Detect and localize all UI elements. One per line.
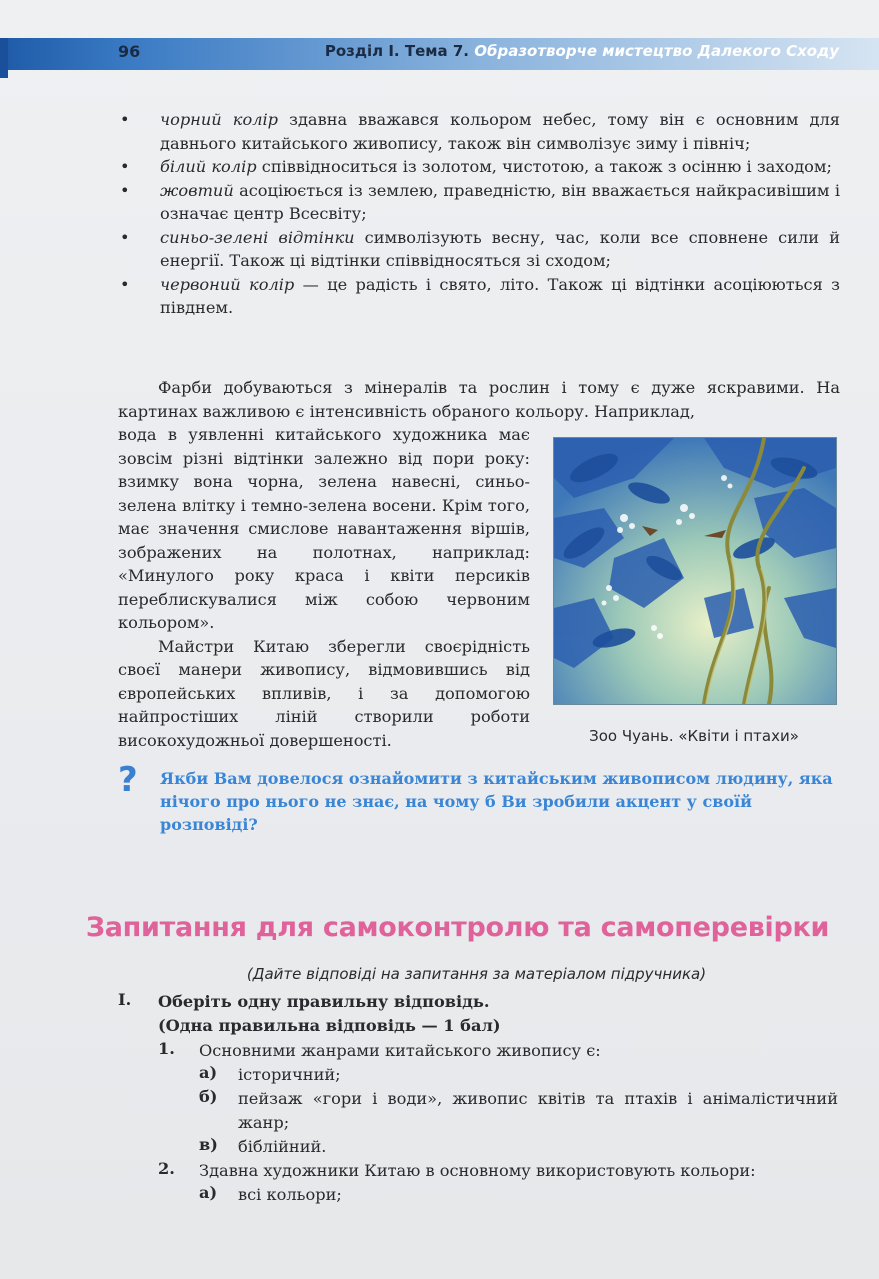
paragraph-masters: Майстри Китаю зберегли своєрідність своєї манери живопису, відмовившись від європейських впливів, і за допомогою найпростіших ліній створили роботи високохудожньої довершеності.: [118, 636, 530, 750]
page-number: 96: [118, 42, 141, 61]
section-title: Запитання для самоконтролю та самоперевірки: [85, 912, 830, 943]
question-text: Здавна художники Китаю в основному використовують кольори:: [199, 1161, 756, 1180]
paragraph-paints: Фарби добуваються з мінералів та рослин і тому є дуже яскравими. На картинах важливою є інтенсивність обраного кольору. Наприклад,: [118, 378, 840, 421]
paragraph-water: вода в уявленні китайського художника має зовсім різні відтінки залежно від пори року: взимку вона чорна, зелена навесні, синьо-зелена влітку і темно-зелена восени. Крім того, має значення смислове навантаження віршів, зображених на полотнах, наприклад: «Минулого року краса і квіти персиків переблискувалися між собою червоним кольором».: [118, 425, 530, 632]
list-item: • чорний колір здавна вважався кольором небес, тому він є основним для давнього китайського живопису, також він символізує зиму і північ;: [120, 110, 840, 153]
running-header: [325, 42, 839, 60]
question-number: 2.: [158, 1159, 175, 1178]
option-text: історичний;: [238, 1065, 341, 1084]
list-item: • жовтий асоціюється із землею, праведністю, він вважається найкрасивішим і означає центр Всесвіту;: [120, 180, 840, 223]
bullet-icon: •: [120, 274, 130, 294]
header-topic: Образотворче мистецтво Далекого Сходу: [474, 42, 839, 60]
option-label: б): [199, 1087, 218, 1106]
bullet-icon: •: [120, 227, 130, 247]
task-points: (Одна правильна відповідь — 1 бал): [158, 1016, 501, 1035]
question-mark-icon: ?: [118, 760, 138, 800]
painting-flowers-and-birds: [553, 437, 837, 705]
header-section: Розділ І. Тема 7.: [324, 42, 469, 60]
list-item: • червоний колір — це радість і свято, літо. Також ці відтінки асоціюються з півднем.: [120, 274, 840, 317]
question-text: Основними жанрами китайського живопису є:: [199, 1041, 601, 1060]
list-item: • білий колір співвідноситься із золотом, чистотою, а також з осінню і заходом;: [118, 155, 840, 179]
task-number: I.: [118, 990, 132, 1009]
text-column: [118, 423, 530, 752]
bullet-icon: •: [120, 157, 130, 176]
bullet-icon: •: [120, 180, 130, 200]
option-text: всі кольори;: [238, 1185, 342, 1204]
bullet-icon: •: [120, 110, 130, 129]
option-text: пейзаж «гори і води», живопис квітів та птахів і анімалістичний жанр;: [238, 1089, 838, 1132]
question-number: 1.: [158, 1039, 175, 1058]
header-edge-strip: [0, 38, 8, 78]
section-instruction: (Дайте відповіді на запитання за матеріалом підручника): [246, 965, 707, 983]
color-symbolism-list: [118, 108, 840, 320]
task-heading: [158, 990, 501, 1038]
image-caption: Зоо Чуань. «Квіти і птахи»: [589, 727, 799, 745]
option-text: біблійний.: [238, 1137, 327, 1156]
option-label: а): [199, 1183, 218, 1202]
task-title: Оберіть одну правильну відповідь.: [158, 992, 490, 1011]
option-label: в): [199, 1135, 218, 1154]
discussion-question: Якби Вам довелося ознайомити з китайським живописом людину, яка нічого про нього не знає, на чому б Ви зробили акцент у своїй розповіді?: [160, 769, 833, 834]
option-label: а): [199, 1063, 218, 1082]
list-item: • синьо-зелені відтінки символізують весну, час, коли все сповнене сили й енергії. Також ці відтінки співвідносяться зі сходом;: [120, 227, 840, 270]
